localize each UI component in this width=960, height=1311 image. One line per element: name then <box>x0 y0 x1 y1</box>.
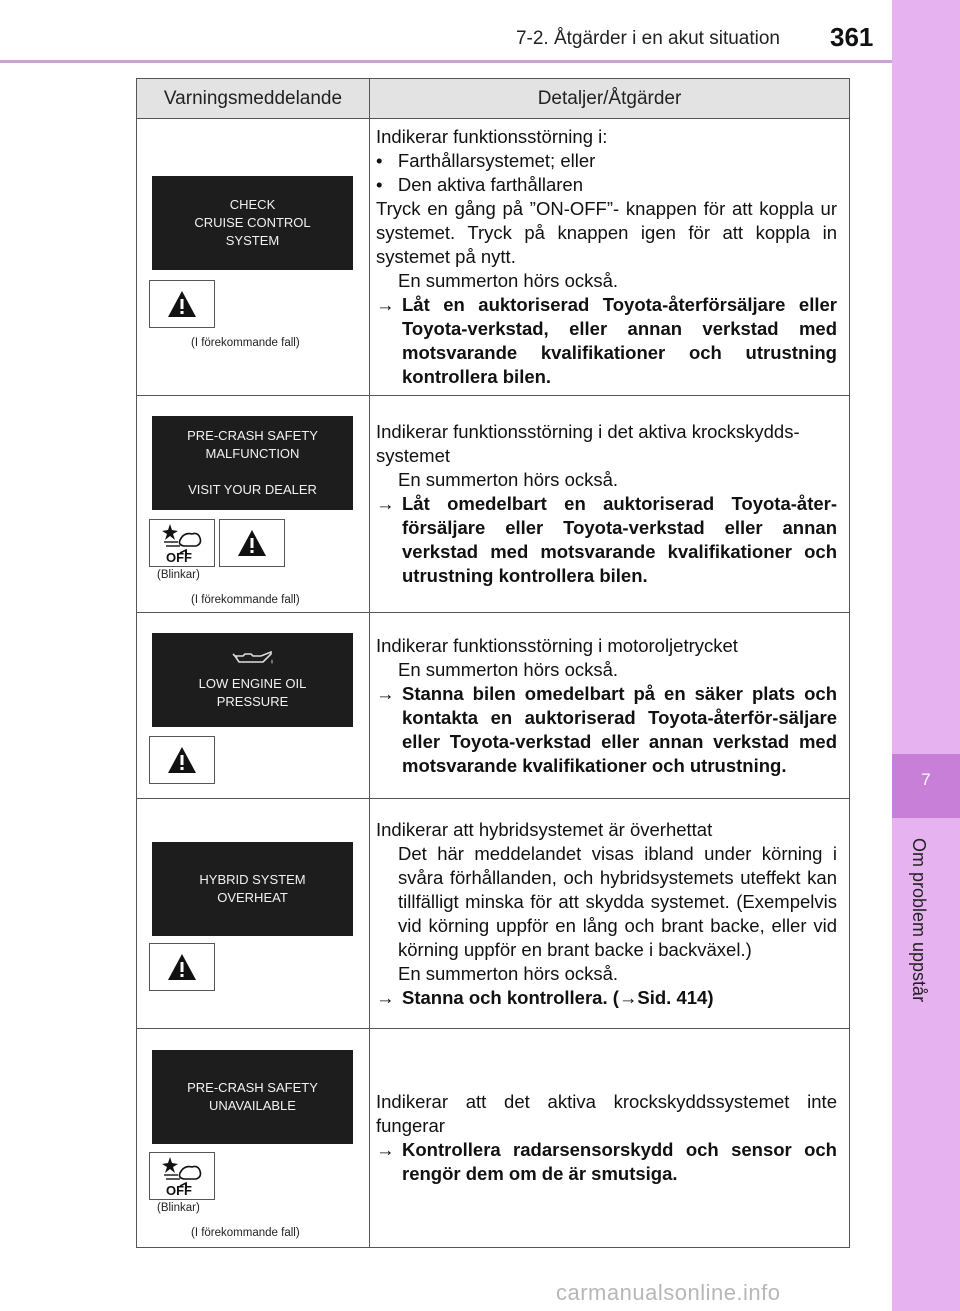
watermark: carmanualsonline.info <box>556 1280 781 1305</box>
chapter-label: Om problem uppstår <box>909 838 929 1003</box>
details-cell: Indikerar att det aktiva krockskyddssystemet inte fungerar → Kontrollera radarsensorskydd och sensor och rengör dem om de är smutsiga. <box>370 1029 850 1248</box>
section-title: 7-2. Åtgärder i en akut situation <box>515 28 780 49</box>
display-screen: HYBRID SYSTEM OVERHEAT <box>152 842 353 936</box>
master-warning-icon <box>219 519 285 567</box>
header-rule <box>0 60 892 63</box>
arrow-right-icon: → <box>376 682 395 704</box>
arrow-right-icon: → <box>376 294 395 315</box>
warning-image-cell <box>137 799 370 1029</box>
details-cell: Indikerar funktionsstörning i motoroljetrycket En summerton hörs också. → Stanna bilen omedelbart på en säker plats och kontakta en auktoriserad Toyota-återför-säljare eller Toyota-verkstad eller annan verkstad med motsvarande kvalifikationer och utrustning. <box>370 613 850 799</box>
arrow-right-icon: → <box>376 493 395 514</box>
column-header: Varningsmeddelande <box>137 79 370 119</box>
details-cell: Indikerar funktionsstörning i: • Farthållarsystemet; eller • Den aktiva farthållaren Tryck en gång på ”ON-OFF”- knappen för att koppla ur systemet. Tryck på knappen igen för att koppla in systemet på nytt. En summerton hörs också. → Låt en auktoriserad Toyota-återförsäljare eller Toyota-verkstad, eller annan verkstad med motsvarande kvalifikationer och utrustning kontrollera bilen. <box>370 119 850 396</box>
page-number: 361 <box>830 22 874 52</box>
table-row <box>137 396 850 613</box>
warning-table <box>136 78 850 1248</box>
details-cell: Indikerar funktionsstörning i det aktiva krockskydds-systemet En summerton hörs också. → Låt omedelbart en auktoriserad Toyota-åter-försäljare eller Toyota-verkstad eller annan verkstad med motsvarande kvalifikationer och utrustning kontrollera bilen. <box>370 396 850 613</box>
chapter-side-tab <box>892 0 960 1311</box>
table-row <box>137 119 850 396</box>
arrow-right-icon: → <box>618 986 638 1008</box>
action-instruction: → Låt omedelbart en auktoriserad Toyota-åter-försäljare eller Toyota-verkstad eller annan verkstad med motsvarande kvalifikationer och utrustning kontrollera bilen. <box>376 493 837 586</box>
arrow-right-icon: → <box>376 1139 395 1160</box>
action-instruction: → Kontrollera radarsensorskydd och sensor och rengör dem om de är smutsiga. <box>376 1139 837 1184</box>
blinking-caption: (Blinkar) <box>157 1202 200 1214</box>
page-reference-link[interactable]: Sid. 414) <box>637 986 714 1008</box>
master-warning-icon <box>149 943 215 991</box>
master-warning-icon <box>149 736 215 784</box>
blinking-caption: (Blinkar) <box>157 569 200 581</box>
display-screen: PRE-CRASH SAFETY MALFUNCTION VISIT YOUR DEALER <box>152 416 353 510</box>
display-screen: LOW ENGINE OIL PRESSURE <box>152 633 353 727</box>
display-screen: CHECK CRUISE CONTROL SYSTEM <box>152 176 353 270</box>
table-row <box>137 1029 850 1248</box>
pcs-off-icon: OFF <box>149 519 215 567</box>
availability-caption: (I förekommande fall) <box>191 337 300 349</box>
warning-image-cell <box>137 119 370 396</box>
column-header: Detaljer/Åtgärder <box>370 79 850 119</box>
details-cell: Indikerar att hybridsystemet är överhettat Det här meddelandet visas ibland under körning i svåra förhållanden, och hybridsystemets uteffekt kan tillfälligt minska för att skydda systemet. (Exempelvis vid körning uppför en lång och brant backe, eller vid körning uppför en brant backe i backväxel.) En summerton hörs också. → Stanna och kontrollera. (→Sid. 414) <box>370 799 850 1029</box>
arrow-right-icon: → <box>376 986 395 1008</box>
warning-image-cell <box>137 1029 370 1248</box>
oil-can-icon <box>231 649 275 669</box>
table-header-row <box>137 79 850 119</box>
table-row <box>137 613 850 799</box>
availability-caption: (I förekommande fall) <box>191 1227 300 1239</box>
chapter-number: 7 <box>921 770 931 789</box>
pcs-off-icon: OFF <box>149 1152 215 1200</box>
action-instruction: → Stanna bilen omedelbart på en säker plats och kontakta en auktoriserad Toyota-återför-säljare eller Toyota-verkstad eller annan verkstad med motsvarande kvalifikationer och utrustning. <box>376 682 837 776</box>
master-warning-icon <box>149 280 215 328</box>
action-instruction: → Stanna och kontrollera. (→Sid. 414) <box>376 986 714 1008</box>
display-screen: PRE-CRASH SAFETY UNAVAILABLE <box>152 1050 353 1144</box>
warning-image-cell <box>137 613 370 799</box>
warning-image-cell <box>137 396 370 613</box>
table-row <box>137 799 850 1029</box>
availability-caption: (I förekommande fall) <box>191 594 300 606</box>
action-instruction: → Låt en auktoriserad Toyota-återförsäljare eller Toyota-verkstad, eller annan verkstad med motsvarande kvalifikationer och utrustning kontrollera bilen. <box>376 294 837 387</box>
